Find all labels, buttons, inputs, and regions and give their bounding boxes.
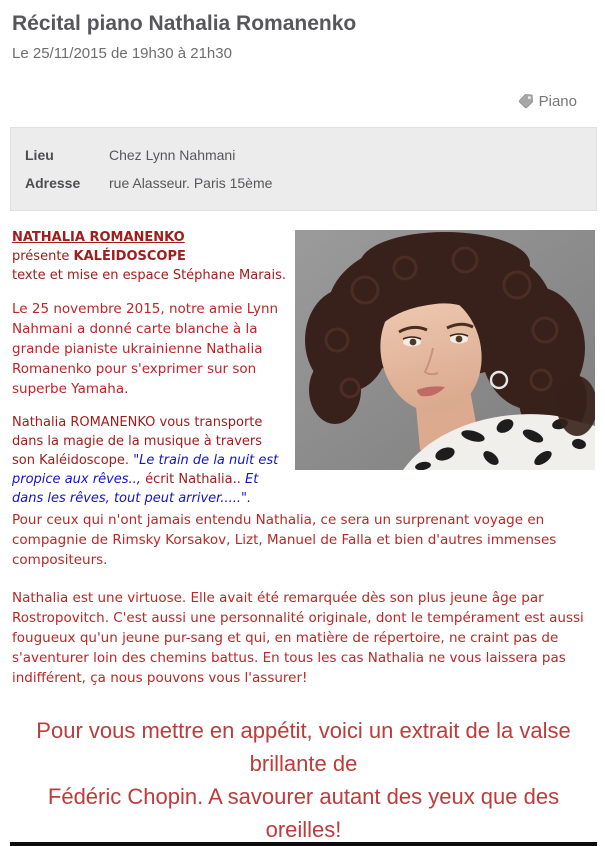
presente-text: présente bbox=[12, 249, 74, 264]
artist-link[interactable]: NATHALIA ROMANENKO bbox=[12, 230, 185, 245]
article-body bbox=[12, 228, 595, 846]
tag-row bbox=[12, 92, 595, 112]
info-value-lieu: Chez Lynn Nahmani bbox=[109, 147, 236, 163]
info-row-adresse bbox=[25, 169, 586, 197]
info-value-adresse: rue Alasseur. Paris 15ème bbox=[109, 175, 273, 191]
outro-line2: Fédéric Chopin. A savourer autant des yeux que des oreilles! bbox=[47, 784, 560, 842]
paragraph-carte-blanche: Le 25 novembre 2015, notre amie Lynn Nahmani a donné carte blanche à la grande pianiste ukrainienne Nathalia Romanenko pour s'exprimer sur son superbe Yamaha. bbox=[12, 301, 279, 397]
paragraph-virtuose: Nathalia est une virtuose. Elle avait été remarquée dès son plus jeune âge par Rostropovitch. C'est aussi une personnalité originale, dont le tempérament est aussi fougueux qu'un jeune pur-sang et qui, en matière de répertoire, ne craint pas de s'aventurer loin des chemins battus. En tous les cas Nathalia ne vous laissera pas indifférent, ça nous pouvons vous l'assurer! bbox=[12, 590, 584, 686]
event-info-box bbox=[10, 127, 597, 211]
quote-part2: Et dans les rêves, tout peut arriver.....". bbox=[12, 472, 259, 506]
video-player-top-edge[interactable] bbox=[10, 842, 597, 846]
credits-line: texte et mise en espace Stéphane Marais. bbox=[12, 268, 287, 283]
tag-label[interactable]: Piano bbox=[538, 93, 577, 110]
artist-photo bbox=[295, 230, 595, 470]
paragraph-voyage: Pour ceux qui n'ont jamais entendu Nathalia, ce sera un surprenant voyage en compagnie de Rimsky Korsakov, Lizt, Manuel de Falla et bien d'autres immenses compositeurs. bbox=[12, 512, 557, 568]
quote-part1: "Le train de la nuit est propice aux rêves.., bbox=[12, 453, 279, 487]
page-title: Récital piano Nathalia Romanenko bbox=[12, 12, 357, 35]
event-date: Le 25/11/2015 de 19h30 à 21h30 bbox=[12, 45, 232, 62]
outro-announcement bbox=[12, 714, 595, 846]
info-label-adresse: Adresse bbox=[25, 175, 81, 191]
info-row-lieu bbox=[25, 141, 586, 169]
info-label-lieu: Lieu bbox=[25, 147, 54, 163]
tag-icon bbox=[518, 93, 539, 110]
outro-line1: Pour vous mettre en appétit, voici un extrait de la valse brillante de bbox=[36, 718, 571, 776]
quote-attribution: écrit Nathalia.. bbox=[140, 472, 245, 487]
magie-text: Nathalia ROMANENKO vous transporte dans la magie de la musique à travers son Kaléidoscope. bbox=[12, 415, 263, 468]
kaleidoscope-title: KALÉIDOSCOPE bbox=[73, 249, 186, 264]
